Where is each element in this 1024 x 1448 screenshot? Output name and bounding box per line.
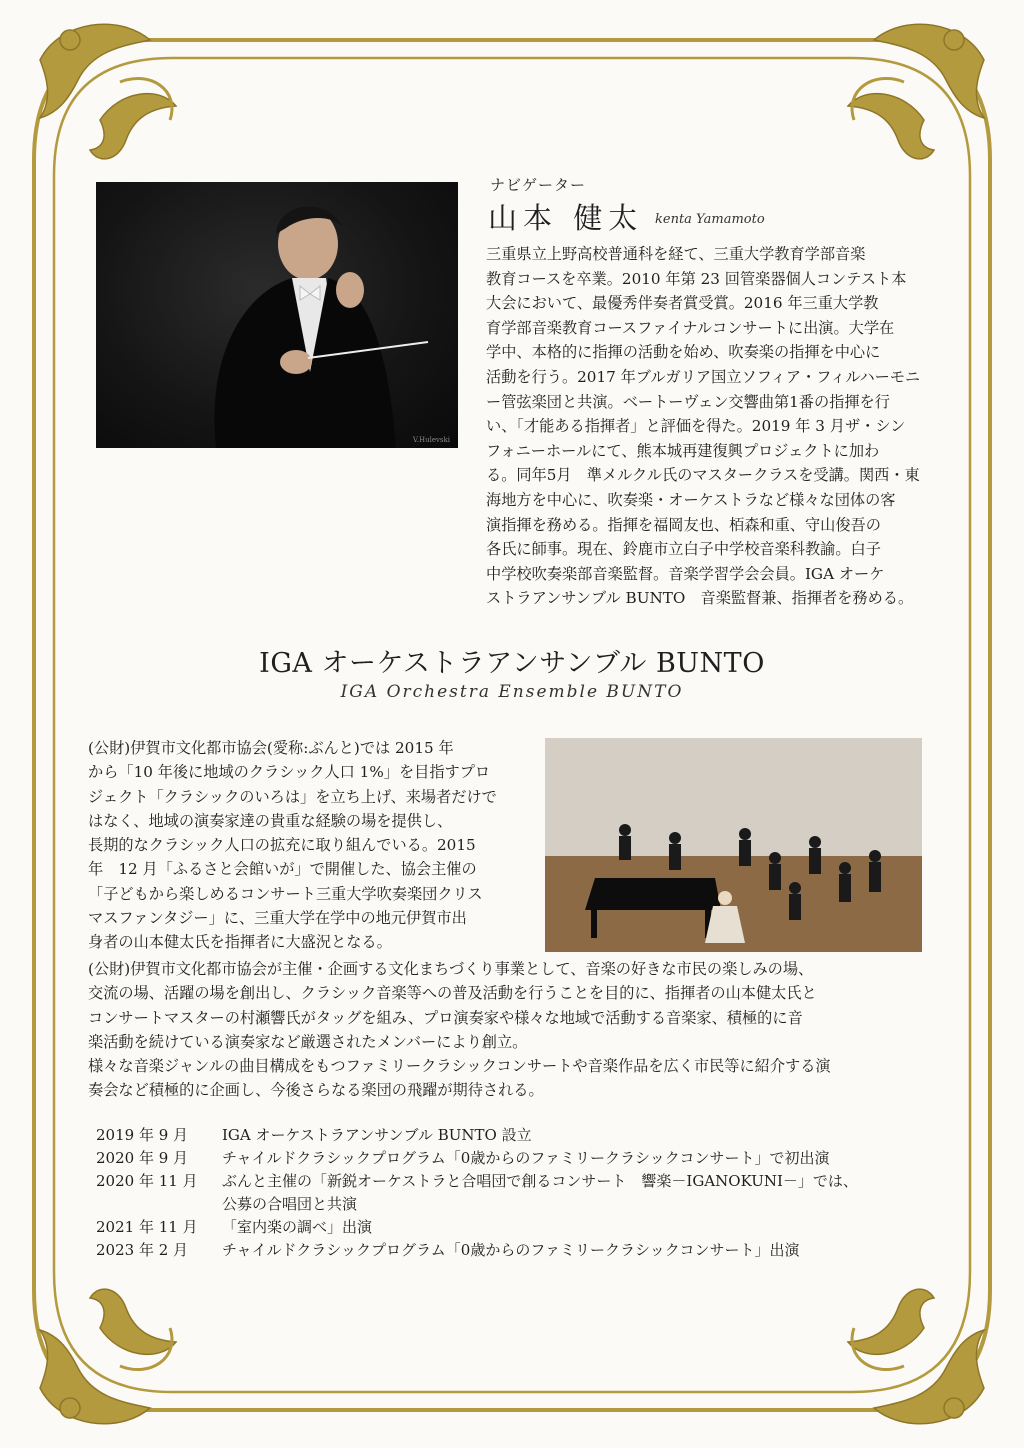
history-date: 2023 年 2 月 [96,1241,189,1259]
history-text: IGA オーケストラアンサンブル BUNTO 設立 [222,1126,532,1144]
history-text: チャイルドクラシックプログラム「0歳からのファミリークラシックコンサート」出演 [222,1241,800,1259]
ensemble-concert-photo [545,738,922,952]
history-row [96,1216,936,1239]
history-date: 2020 年 9 月 [96,1149,189,1167]
history-text: ぶんと主催の「新鋭オーケストラと合唱団で創るコンサート 響楽－IGANOKUNI－」では、 公募の合唱団と共演 [222,1172,858,1213]
history-text: 「室内楽の調べ」出演 [222,1218,373,1236]
history-date: 2021 年 11 月 [96,1218,198,1236]
navigator-name-roman: kenta Yamamoto [655,212,765,227]
navigator-role: ナビゲーター [490,176,587,194]
photo-credit: V.Hulevski [412,436,450,444]
ensemble-title: IGA オーケストラアンサンブル BUNTO [259,648,765,679]
ensemble-paragraph-2: (公財)伊賀市文化都市協会が主催・企画する文化まちづくり事業として、音楽の好きな市民の楽しみの場、 交流の場、活躍の場を創出し、クラシック音楽等への普及活動を行うことを目的に、指揮者の山本健太氏と コンサートマスターの村瀬響氏がタッグを組み、プロ演奏家や様々な地域で活動する音楽家、積極的に音 楽活動を続けている演奏家など厳選されたメンバーにより創立。 様々な音楽ジャンルの曲目構成をもつファミリークラシックコンサートや音楽作品を広く市民等に紹介する演 奏会など積極的に企画し、今後さらなる楽団の飛躍が期待される。 [88,960,831,1100]
navigator-name: 山本 健太 [488,201,644,235]
history-row [96,1124,936,1147]
history-row [96,1147,936,1170]
ensemble-paragraph-1: (公財)伊賀市文化都市協会(愛称:ぶんと)では 2015 年 から「10 年後に地域のクラシック人口 1%」を目指すプロ ジェクト「クラシックのいろは」を立ち上げ、来場者だけで はなく、地域の演奏家達の貴重な経験の場を提供し、 長期的なクラシック人口の拡充に取り組んでいる。2015 年 12 月「ふるさと会館いが」で開催した、協会主催の 「子どもから楽しめるコンサート三重大学吹奏楽団クリス マスファンタジー」に、三重大学在学中の地元伊賀市出 身者の山本健太氏を指揮者に大盛況となる。 [88,739,497,952]
ensemble-subtitle: IGA Orchestra Ensemble BUNTO [340,682,684,702]
history-row [96,1170,936,1216]
history-text: チャイルドクラシックプログラム「0歳からのファミリークラシックコンサート」で初出演 [222,1149,830,1167]
history-list [96,1124,936,1262]
conductor-photo [96,182,458,448]
history-date: 2020 年 11 月 [96,1172,198,1190]
history-row [96,1239,936,1262]
navigator-bio: 三重県立上野高校普通科を経て、三重大学教育学部音楽 教育コースを卒業。2010 年第 23 回管楽器個人コンテスト本 大会において、最優秀伴奏者賞受賞。2016 年三重大学教 育学部音楽教育コースファイナルコンサートに出演。大学在 学中、本格的に指揮の活動を始め、吹奏楽の指揮を中心に 活動を行う。2017 年ブルガリア国立ソフィア・フィルハーモニ ー管弦楽団と共演。ベートーヴェン交響曲第1番の指揮を行 い、「才能ある指揮者」と評価を得た。2019 年 3 月ザ・シン フォニーホールにて、熊本城再建復興プロジェクトに加わ る。同年5月 準メルクル氏のマスタークラスを受講。関西・東 海地方を中心に、吹奏楽・オーケストラなど様々な団体の客 演指揮を務める。指揮を福岡友也、栢森和重、守山俊吾の 各氏に師事。現在、鈴鹿市立白子中学校音楽科教諭。白子 中学校吹奏楽部音楽監督。音楽学習学会会員。IGA オーケ ストラアンサンブル BUNTO 音楽監督兼、指揮者を務める。 [486,245,921,608]
history-date: 2019 年 9 月 [96,1126,189,1144]
